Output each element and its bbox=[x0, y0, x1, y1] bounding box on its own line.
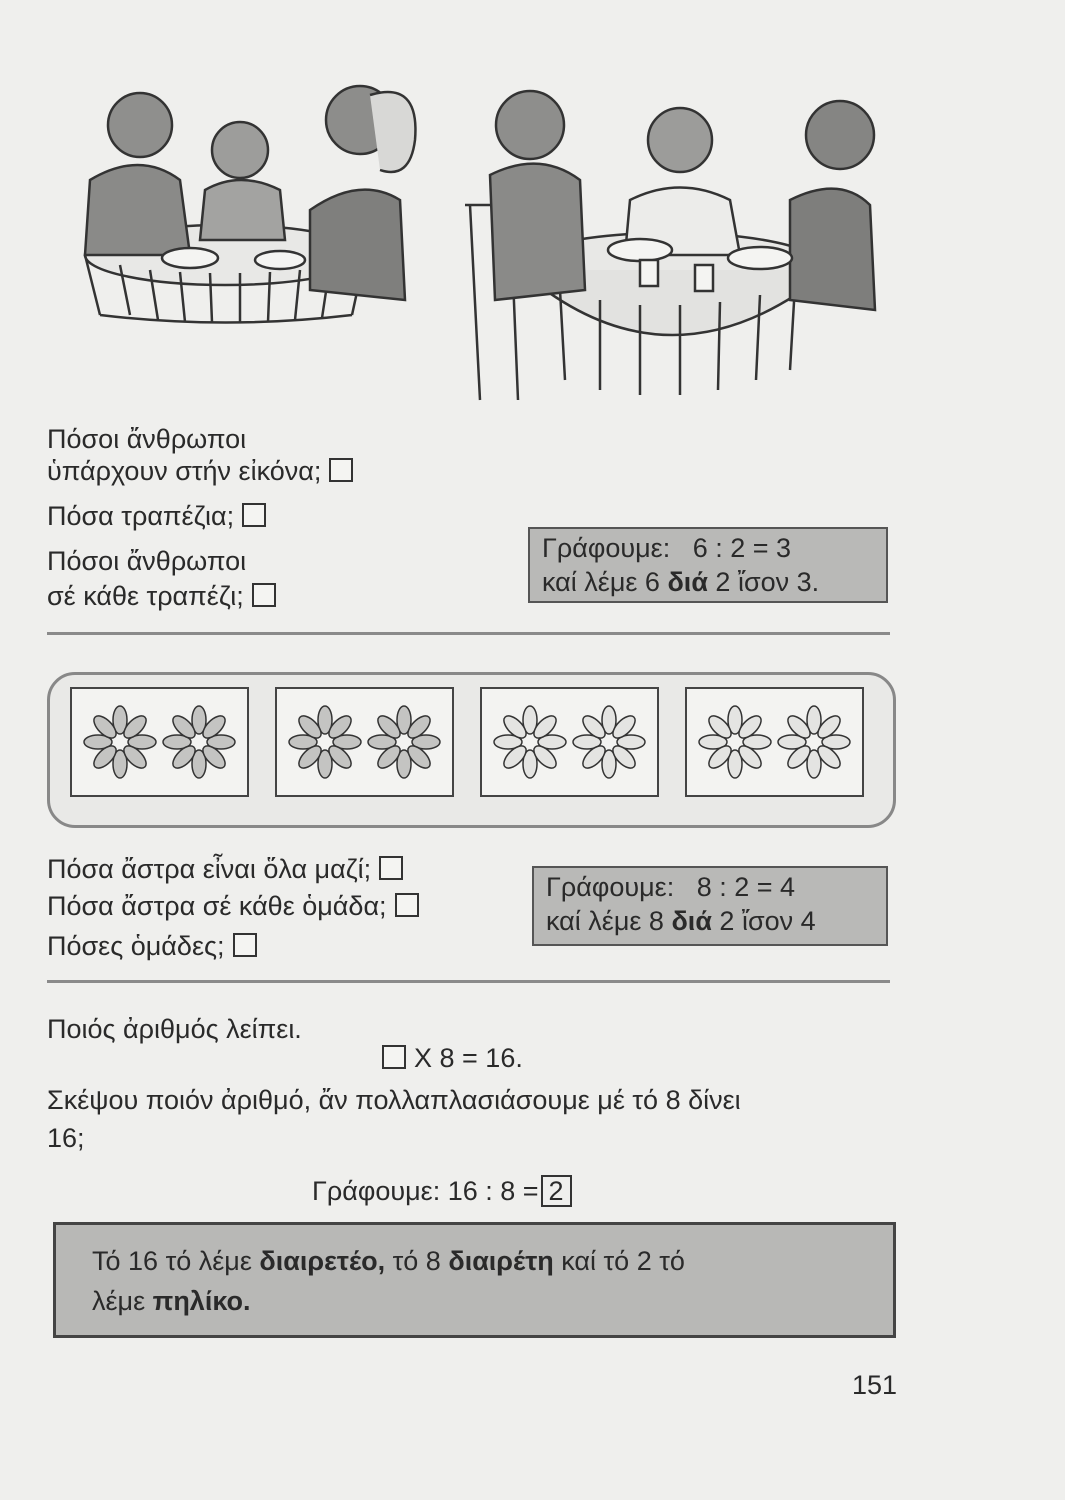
missing-number-equation bbox=[382, 1042, 523, 1074]
flower-star-icon bbox=[368, 706, 440, 778]
formula-1-bold: διά bbox=[667, 567, 708, 597]
division-prefix: Γράφουμε: 16 : 8 = bbox=[312, 1176, 539, 1206]
answer-box-groups[interactable] bbox=[233, 933, 257, 957]
flower-star-icon bbox=[289, 706, 361, 778]
formula-box-1 bbox=[528, 527, 888, 603]
question-per-table bbox=[47, 580, 276, 612]
formula-1-line2-pre: καί λέμε 6 bbox=[542, 567, 668, 597]
hint-line1: Σκέψου ποιόν ἀριθμό, ἄν πολλαπλασιάσουμε μέ τό 8 δίνει bbox=[47, 1085, 741, 1115]
question-tables bbox=[47, 500, 266, 532]
question-people-line1: Πόσοι ἄνθρωποι bbox=[47, 424, 247, 454]
question-groups bbox=[47, 930, 257, 962]
question-stars-per-group bbox=[47, 890, 419, 922]
star-group-3 bbox=[480, 687, 659, 797]
star-group-4 bbox=[685, 687, 864, 797]
flower-star-icon bbox=[84, 706, 156, 778]
page-number: 151 bbox=[852, 1370, 898, 1400]
divider-1 bbox=[47, 632, 890, 635]
definition-text-3: καί τό 2 τό bbox=[553, 1246, 685, 1276]
question-people-line2: ὑπάρχουν στήν εἰκόνα; bbox=[47, 456, 322, 486]
question-stars-total bbox=[47, 853, 403, 885]
question-stars-total-text: Πόσα ἄστρα εἶναι ὅλα μαζί; bbox=[47, 854, 372, 884]
family-dinner-illustration bbox=[40, 80, 890, 405]
definition-text-4: λέμε bbox=[92, 1286, 153, 1316]
definition-text-1: Τό 16 τό λέμε bbox=[92, 1246, 260, 1276]
term-divisor: διαιρέτη bbox=[448, 1246, 554, 1276]
star-group-1 bbox=[70, 687, 249, 797]
flower-star-icon bbox=[494, 706, 566, 778]
division-result bbox=[312, 1175, 572, 1207]
hint-line2: 16; bbox=[47, 1123, 85, 1153]
question-groups-text: Πόσες ὁμάδες; bbox=[47, 931, 225, 961]
question-stars-per-group-text: Πόσα ἄστρα σέ κάθε ὁμάδα; bbox=[47, 891, 387, 921]
flower-star-icon bbox=[573, 706, 645, 778]
term-dividend: διαιρετέο, bbox=[259, 1246, 386, 1276]
answer-box-people[interactable] bbox=[329, 458, 353, 482]
definition-line1 bbox=[92, 1241, 857, 1281]
question-tables-text: Πόσα τραπέζια; bbox=[47, 501, 235, 531]
formula-2-bold: διά bbox=[671, 906, 712, 936]
missing-number-title: Ποιός ἀριθμός λείπει. bbox=[47, 1014, 302, 1044]
question-per-table-line1: Πόσοι ἄνθρωποι bbox=[47, 546, 247, 576]
definition-text-2: τό 8 bbox=[385, 1246, 449, 1276]
answer-box-per-table[interactable] bbox=[252, 583, 276, 607]
formula-1-line2 bbox=[542, 565, 876, 599]
divider-2 bbox=[47, 980, 890, 983]
answer-box-stars-per-group[interactable] bbox=[395, 893, 419, 917]
division-answer: 2 bbox=[541, 1175, 572, 1207]
star-group-2 bbox=[275, 687, 454, 797]
term-quotient: πηλίκο. bbox=[152, 1286, 251, 1316]
formula-2-line2 bbox=[546, 904, 876, 938]
answer-box-tables[interactable] bbox=[242, 503, 266, 527]
formula-2-line2-pre: καί λέμε 8 bbox=[546, 906, 672, 936]
answer-box-missing-number[interactable] bbox=[382, 1045, 406, 1069]
formula-2-line2-post: 2 ἴσον 4 bbox=[711, 906, 816, 936]
flower-star-icon bbox=[699, 706, 771, 778]
stars-panel bbox=[47, 672, 896, 828]
flower-star-icon bbox=[163, 706, 235, 778]
definition-box bbox=[53, 1222, 896, 1338]
flower-star-icon bbox=[778, 706, 850, 778]
formula-1-line2-post: 2 ἴσον 3. bbox=[707, 567, 820, 597]
formula-box-2 bbox=[532, 866, 888, 946]
question-people bbox=[47, 455, 353, 487]
answer-box-stars-total[interactable] bbox=[379, 856, 403, 880]
equation-text: X 8 = 16. bbox=[414, 1043, 523, 1073]
definition-line2 bbox=[92, 1281, 857, 1321]
question-per-table-line2: σέ κάθε τραπέζι; bbox=[47, 581, 244, 611]
formula-1-line1: Γράφουμε: 6 : 2 = 3 bbox=[542, 533, 792, 563]
formula-2-line1: Γράφουμε: 8 : 2 = 4 bbox=[546, 872, 796, 902]
